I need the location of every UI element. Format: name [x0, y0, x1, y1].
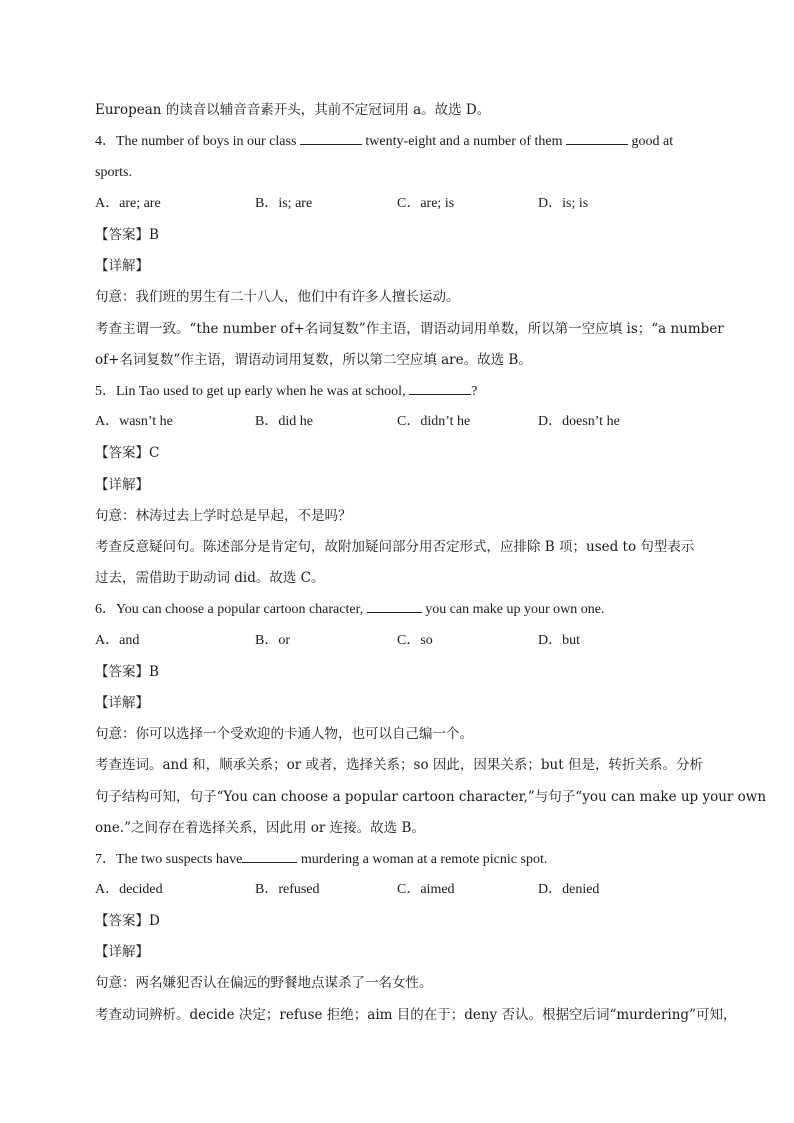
q4-blank-1 [300, 132, 362, 145]
question-6-stem [95, 600, 734, 619]
q6-detail-label: 【详解】 [95, 695, 149, 711]
q4-blank-2 [566, 132, 628, 145]
q4-text-2: twenty-eight and a number of them [365, 134, 563, 149]
q7-option-b: B．refused [255, 882, 320, 897]
q5-option-a: A．wasn’t he [95, 414, 173, 429]
q5-option-c: C．didn’t he [397, 414, 471, 429]
q4-option-a: A．are; are [95, 196, 161, 211]
q7-explanation-1: 考查动词辨析。decide 决定；refuse 拒绝；aim 目的在于；deny 否认。根据空后词“murdering”可知， [95, 1007, 737, 1023]
q7-option-c: C．aimed [397, 882, 455, 897]
q4-option-b: B．is; are [255, 196, 313, 211]
q4-text-1: 4．The number of boys in our class [95, 134, 297, 149]
q7-answer: 【答案】D [95, 913, 160, 929]
q6-text-2: you can make up your own one. [425, 602, 605, 617]
q5-detail-label: 【详解】 [95, 477, 149, 493]
question-4-stem [95, 132, 734, 151]
q5-blank [409, 382, 471, 395]
prev-explanation: European 的读音以辅音音素开头，其前不定冠词用 a。故选 D。 [95, 102, 491, 118]
q4-explanation-2: of+名词复数”作主语，谓语动词用复数，所以第二空应填 are。故选 B。 [95, 352, 532, 368]
q7-option-a: A．decided [95, 882, 163, 897]
q4-option-d: D．is; is [538, 196, 589, 211]
q6-option-d: D．but [538, 633, 580, 648]
q5-explanation-1: 考查反意疑问句。陈述部分是肯定句，故附加疑问部分用否定形式，应排除 B 项；used to 句型表示 [95, 539, 695, 555]
q7-meaning: 句意：两名嫌犯否认在偏远的野餐地点谋杀了一名女性。 [95, 975, 433, 991]
q5-option-b: B．did he [255, 414, 313, 429]
q6-blank [367, 600, 422, 613]
q5-meaning: 句意：林涛过去上学时总是早起，不是吗？ [95, 508, 352, 524]
q7-blank [242, 850, 297, 863]
q5-answer: 【答案】C [95, 445, 160, 461]
q4-detail-label: 【详解】 [95, 258, 149, 274]
q6-explanation-1: 考查连词。and 和，顺承关系；or 或者，选择关系；so 因此，因果关系；but 但是，转折关系。分析 [95, 757, 703, 773]
q4-option-c: C．are; is [397, 196, 455, 211]
q6-meaning: 句意：你可以选择一个受欢迎的卡通人物，也可以自己编一个。 [95, 726, 473, 742]
q4-explanation-1: 考查主谓一致。“the number of+名词复数”作主语，谓语动词用单数，所以第一空应填 is；“a number [95, 321, 724, 337]
q6-answer: 【答案】B [95, 664, 159, 680]
q6-text-1: 6．You can choose a popular cartoon character, [95, 602, 364, 617]
q6-option-c: C．so [397, 633, 433, 648]
q4-meaning: 句意：我们班的男生有二十八人，他们中有许多人擅长运动。 [95, 289, 460, 305]
question-4-stem-cont: sports. [95, 165, 132, 180]
q6-explanation-3: one.”之间存在着选择关系，因此用 or 连接。故选 B。 [95, 820, 425, 836]
q4-text-3: good at [631, 134, 674, 149]
q7-detail-label: 【详解】 [95, 944, 149, 960]
q6-explanation-2: 句子结构可知，句子“You can choose a popular cartoon character,”与句子“you can make up your own [95, 789, 767, 805]
q5-option-d: D．doesn’t he [538, 414, 620, 429]
q5-text-1: 5．Lin Tao used to get up early when he was at school, [95, 384, 406, 399]
question-5-stem [95, 382, 734, 401]
question-7-stem [95, 850, 734, 869]
q6-option-b: B．or [255, 633, 290, 648]
q7-option-d: D．denied [538, 882, 600, 897]
q5-explanation-2: 过去，需借助于助动词 did。故选 C。 [95, 570, 325, 586]
q4-answer: 【答案】B [95, 227, 159, 243]
q7-text-1: 7．The two suspects have [95, 852, 243, 867]
q7-text-2: murdering a woman at a remote picnic spot. [300, 852, 548, 867]
q5-text-2: ? [471, 384, 478, 399]
q6-option-a: A．and [95, 633, 140, 648]
